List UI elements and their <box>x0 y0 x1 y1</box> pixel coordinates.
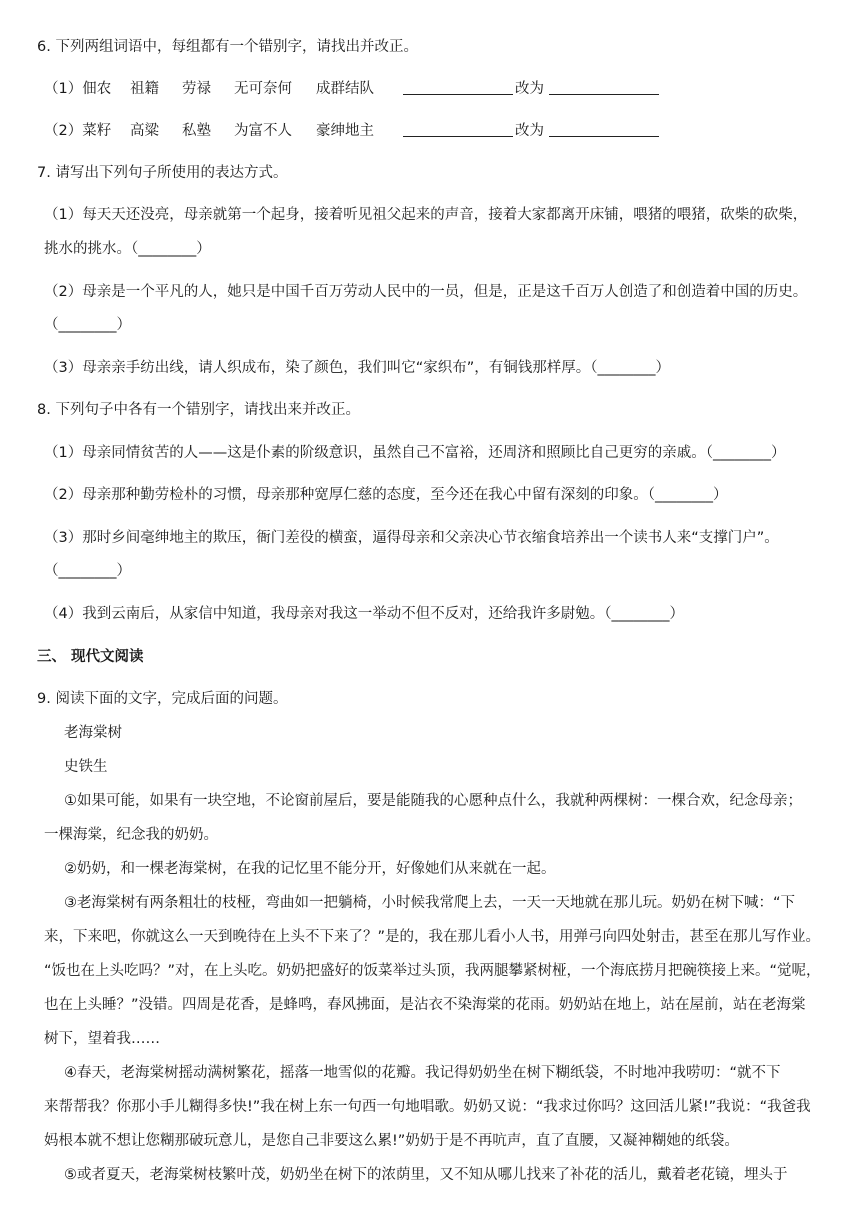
q6-row2-blank-correct[interactable] <box>549 121 659 143</box>
q6-row2-word-4: 为富不人 <box>234 123 292 139</box>
q6-row2-change-label: 改为 <box>515 123 544 139</box>
paragraph-3-line-2: 来，下来吧，你就这么一天到晚待在上头不下来了？”是的，我在那儿看小人书，用弹弓向四处射击，甚至在那儿写作业。 <box>44 929 821 945</box>
paragraph-3-line-3: “饭也在上头吃吗？”对，在上头吃。奶奶把盛好的饭菜举过头顶，我两腿攀紧树桠，一个海底捞月把碗筷接上来。“觉呢， <box>44 963 821 979</box>
article-title: 老海棠树 <box>64 725 122 741</box>
q6-row1-word-3: 劳禄 <box>182 81 211 97</box>
q6-row2-word-3: 私塾 <box>182 123 211 139</box>
q6-row1-word-2: 祖籍 <box>130 81 159 97</box>
q6-row1-change-label: 改为 <box>515 81 544 97</box>
q7-title: 7. 请写出下列句子所使用的表达方式。 <box>37 165 288 181</box>
q6-row1-blank-wrong[interactable] <box>403 79 513 101</box>
paragraph-4-line-2: 来帮帮我？你那小手儿糊得多快!”我在树上东一句西一句地唱歌。奶奶又说：“我求过你吗？这回活儿紧!”我说：“我爸我 <box>44 1099 811 1115</box>
paragraph-1: ①如果可能，如果有一块空地，不论窗前屋后，要是能随我的心愿种点什么，我就种两棵树：一棵合欢，纪念母亲； <box>64 793 802 809</box>
q6-row1-blank-correct[interactable] <box>549 79 659 101</box>
q8-sentence-3: （3）那时乡间毫绅地主的欺压，衙门差役的横蛮，逼得母亲和父亲决心节衣缩食培养出一个读书人来“支撑门户”。 <box>44 530 779 546</box>
paragraph-5: ⑤或者夏天，老海棠树枝繁叶茂，奶奶坐在树下的浓荫里，又不知从哪儿找来了补花的活儿，戴着老花镜，埋头于 <box>64 1167 788 1183</box>
q7-sentence-1-cont: 挑水的挑水。（________） <box>44 241 211 257</box>
q6-row1-word-4: 无可奈何 <box>234 81 292 97</box>
q6-row2-blank-wrong[interactable] <box>403 121 513 143</box>
q7-sentence-2: （2）母亲是一个平凡的人，她只是中国千百万劳动人民中的一员，但是，正是这千百万人创造了和创造着中国的历史。 <box>44 284 808 300</box>
q6-title: 6. 下列两组词语中，每组都有一个错别字，请找出并改正。 <box>37 39 418 55</box>
q6-row2-word-2: 高粱 <box>130 123 159 139</box>
paragraph-4: ④春天，老海棠树摇动满树繁花，摇落一地雪似的花瓣。我记得奶奶坐在树下糊纸袋，不时地冲我唠叨：“就不下 <box>64 1065 781 1081</box>
q8-title: 8. 下列句子中各有一个错别字，请找出来并改正。 <box>37 402 360 418</box>
q9-title: 9. 阅读下面的文字，完成后面的问题。 <box>37 691 288 707</box>
paragraph-2: ②奶奶，和一棵老海棠树，在我的记忆里不能分开，好像她们从来就在一起。 <box>64 861 556 877</box>
paragraph-3: ③老海棠树有两条粗壮的枝桠，弯曲如一把躺椅，小时候我常爬上去，一天一天地就在那儿玩。奶奶在树下喊：“下 <box>64 895 796 911</box>
paragraph-1-cont: 一棵海棠，纪念我的奶奶。 <box>44 827 218 843</box>
paragraph-3-line-4: 也在上头睡？”没错。四周是花香，是蜂鸣，春风拂面，是沾衣不染海棠的花雨。奶奶站在地上，站在屋前，站在老海棠 <box>44 997 806 1013</box>
article-author: 史铁生 <box>64 759 108 775</box>
q8-sentence-1: （1）母亲同情贫苦的人——这是仆素的阶级意识，虽然自己不富裕，还周济和照顾比自己更穷的亲戚。（________） <box>44 445 786 461</box>
q8-sentence-3-blank: （________） <box>44 563 131 579</box>
q6-row2-word-5: 豪绅地主 <box>316 123 374 139</box>
q6-row1-word-5: 成群结队 <box>316 81 374 97</box>
q7-sentence-1: （1）每天天还没亮，母亲就第一个起身，接着听见祖父起来的声音，接着大家都离开床铺，喂猪的喂猪，砍柴的砍柴， <box>44 207 808 223</box>
q8-sentence-4: （4）我到云南后，从家信中知道，我母亲对我这一举动不但不反对，还给我许多尉勉。（________） <box>44 606 684 622</box>
q7-sentence-3: （3）母亲亲手纺出线，请人织成布，染了颜色，我们叫它“家织布”，有铜钱那样厚。（________） <box>44 360 670 376</box>
q7-sentence-2-blank: （________） <box>44 317 131 333</box>
q8-sentence-2: （2）母亲那种勤劳检朴的习惯，母亲那种宽厚仁慈的态度，至今还在我心中留有深刻的印象。（________） <box>44 487 728 503</box>
q6-row1-word-1: （1）佃农 <box>44 81 112 97</box>
section-heading: 三、 现代文阅读 <box>37 649 144 665</box>
q6-row2-word-1: （2）菜籽 <box>44 123 112 139</box>
paragraph-4-line-3: 妈根本就不想让您糊那破玩意儿，是您自己非要这么累!”奶奶于是不再吭声，直了直腰，又凝神糊她的纸袋。 <box>44 1133 739 1149</box>
paragraph-3-line-5: 树下，望着我…… <box>44 1031 160 1047</box>
